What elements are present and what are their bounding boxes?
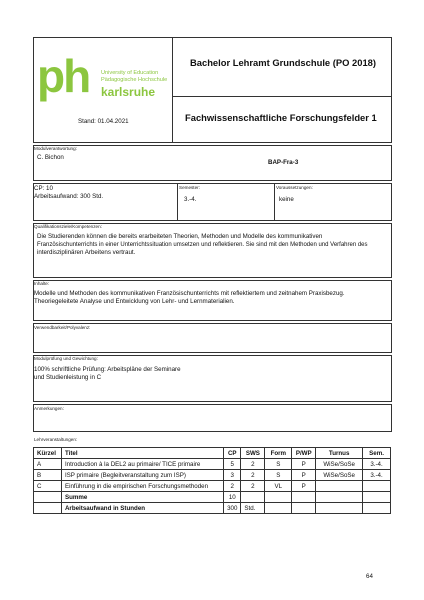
courses-header-row — [34, 448, 391, 459]
credits-divider-1 — [177, 183, 178, 221]
cell-kuerzel: B — [34, 470, 62, 481]
table-row — [34, 459, 391, 470]
remarks-cell — [33, 404, 392, 432]
page-number: 64 — [366, 573, 373, 580]
semester-label: Semester: — [179, 185, 200, 190]
col-cp: CP — [224, 448, 241, 459]
competences-line1: Die Studierenden können die bereits erarbeiteten Theorien, Methoden und Modelle des kommunikativen — [37, 233, 323, 240]
workload-row — [34, 503, 391, 514]
logo-line1: University of Education — [101, 70, 159, 76]
credits-row — [33, 183, 392, 221]
cell-sem: 3.-4. — [363, 459, 391, 470]
cell-kuerzel: A — [34, 459, 62, 470]
logo-city: karlsruhe — [101, 85, 156, 99]
prerequisites-value: keine — [279, 196, 294, 203]
cell-sem: 3.-4. — [363, 470, 391, 481]
col-kuerzel: Kürzel — [34, 448, 62, 459]
workload-value: Arbeitsaufwand: 300 Std. — [34, 193, 104, 200]
sum-row — [34, 492, 391, 503]
cp-value: CP: 10 — [34, 185, 53, 192]
semester-value: 3.-4. — [184, 196, 197, 203]
col-form: Form — [265, 448, 292, 459]
cell-sws: 2 — [241, 459, 265, 470]
logo-line2: Pädagogische Hochschule — [101, 77, 168, 83]
col-turnus: Turnus — [316, 448, 363, 459]
program-title: Bachelor Lehramt Grundschule (PO 2018) — [190, 57, 376, 68]
courses-table — [33, 447, 391, 514]
workload-total: 300 — [224, 503, 241, 514]
table-row — [34, 481, 391, 492]
cell-titel: Introduction à la DEL2 au primaire/ TICE primaire — [61, 459, 223, 470]
usability-label: Verwendbarkeit/Polyvalenz: — [34, 325, 91, 330]
courses-label: Lehrveranstaltungen: — [34, 437, 78, 442]
cell-kuerzel: C — [34, 481, 62, 492]
cell-turnus: WiSe/SoSe — [316, 459, 363, 470]
sum-cp: 10 — [224, 492, 241, 503]
exam-line2: und Studienleistung in C — [34, 374, 102, 381]
content-label: Inhalte: — [34, 281, 50, 286]
cell-cp: 3 — [224, 470, 241, 481]
responsible-value: C. Bichon — [37, 154, 64, 161]
cell-titel: ISP primaire (Begleitveranstaltung zum ISP) — [61, 470, 223, 481]
col-sem: Sem. — [363, 448, 391, 459]
logo-letters: ph — [37, 50, 90, 102]
cell-pwp: P — [292, 459, 316, 470]
cell-cp: 2 — [224, 481, 241, 492]
content-line2: Theoriegeleitete Analyse und Entwicklung von Lehr- und Lernmaterialien. — [34, 298, 235, 305]
cell-titel: Einführung in die empirischen Forschungsmethoden — [61, 481, 223, 492]
competences-line3: interdisziplinären Arbeitens vertraut. — [37, 249, 136, 256]
workload-label: Arbeitsaufwand in Stunden — [61, 503, 223, 514]
cell-form: S — [265, 470, 292, 481]
cell-sws: 2 — [241, 481, 265, 492]
exam-label: Modulprüfung und Gewichtung: — [34, 356, 98, 361]
content-line1: Modelle und Methoden des kommunikativen Französischunterrichts mit reflektiertem und zeitnahem Praxisbezug. — [34, 290, 345, 297]
cell-turnus: WiSe/SoSe — [316, 470, 363, 481]
cell-cp: 5 — [224, 459, 241, 470]
cell-form: S — [265, 459, 292, 470]
cell-turnus — [316, 481, 363, 492]
table-row — [34, 470, 391, 481]
competences-label: Qualifikationsziele/Kompetenzen: — [34, 224, 102, 229]
module-title: Fachwissenschaftliche Forschungsfelder 1 — [185, 112, 377, 123]
cell-pwp: P — [292, 470, 316, 481]
exam-line1: 100% schriftliche Prüfung: Arbeitspläne der Seminare — [34, 366, 181, 373]
responsible-cell — [33, 145, 392, 181]
workload-unit: Std. — [241, 503, 265, 514]
prerequisites-label: Voraussetzungen: — [276, 185, 313, 190]
cell-sws: 2 — [241, 470, 265, 481]
remarks-label: Anmerkungen: — [34, 406, 64, 411]
stand-date: Stand: 01.04.2021 — [78, 118, 129, 125]
header-title-cell — [172, 37, 392, 143]
col-pwp: P/WP — [292, 448, 316, 459]
cell-sem — [363, 481, 391, 492]
cell-pwp: P — [292, 481, 316, 492]
competences-line2: Französischunterrichts in einer Unterrichtssituation umsetzen und reflektieren. Sie sind mit den Methoden und Verfahren des — [37, 242, 368, 248]
header-title-divider — [172, 96, 392, 97]
credits-divider-2 — [274, 183, 275, 221]
module-code: BAP-Fra-3 — [268, 159, 299, 166]
sum-label: Summe — [61, 492, 223, 503]
responsible-label: Modulverantwortung: — [34, 146, 77, 151]
col-sws: SWS — [241, 448, 265, 459]
col-titel: Titel — [61, 448, 223, 459]
ph-logo — [37, 50, 168, 110]
cell-form: VL — [265, 481, 292, 492]
